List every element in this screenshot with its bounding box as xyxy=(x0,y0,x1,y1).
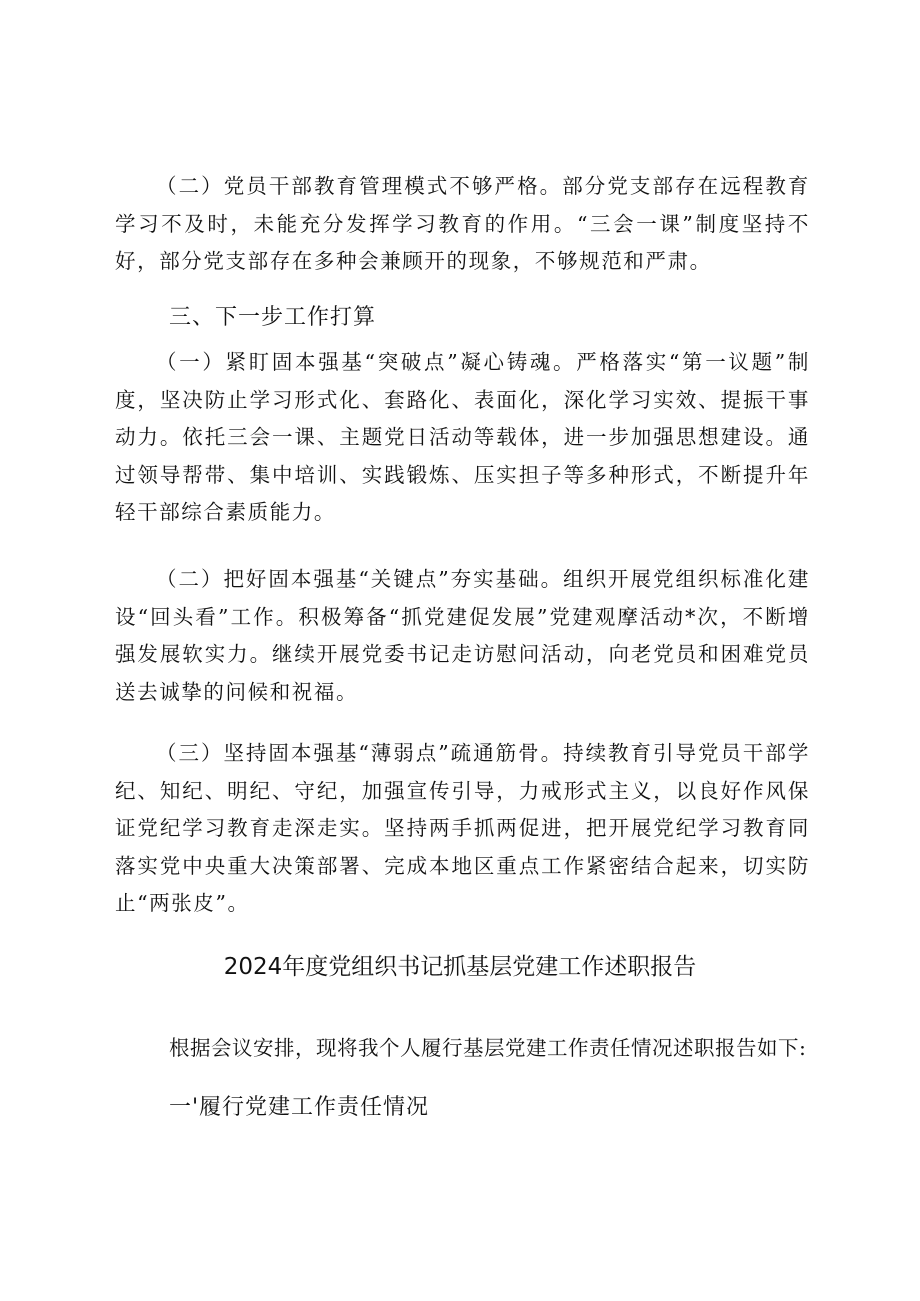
paragraph-weak-point: （三）坚持固本强基“薄弱点”疏通筋骨。持续教育引导党员干部学纪、知纪、明纪、守纪，加强宣传引导，力戒形式主义，以良好作风保证党纪学习教育走深走实。坚持两手抓两促进，把开展党纪学习教育同落实党中央重大决策部署、完成本地区重点工作紧密结合起来，切实防止“两张皮”。 xyxy=(115,741,810,915)
paragraph-breakthrough-point: （一）紧盯固本强基“突破点”凝心铸魂。严格落实“第一议题”制度，坚决防止学习形式化、套路化、表面化，深化学习实效、提振干事动力。依托三会一课、主题党日活动等载体，进一步加强思想建设。通过领导帮带、集中培训、实践锻炼、压实担子等多种形式，不断提升年轻干部综合素质能力。 xyxy=(115,350,810,524)
intro-line: 根据会议安排，现将我个人履行基层党建工作责任情况述职报告如下: xyxy=(169,1036,807,1060)
paragraph-key-point: （二）把好固本强基“关键点”夯实基础。组织开展党组织标准化建设“回头看”工作。积极筹备“抓党建促发展”党建观摩活动*次，不断增强发展软实力。继续开展党委书记走访慰问活动，向老党员和困难党员送去诚挚的问候和祝福。 xyxy=(115,567,810,704)
report-title: 2024年度党组织书记抓基层党建工作述职报告 xyxy=(223,954,697,980)
section-heading-next-steps: 三、下一步工作打算 xyxy=(169,305,377,330)
section-heading-responsibility: 一'履行党建工作责任情况 xyxy=(169,1095,430,1120)
paragraph-education-management: （二）党员干部教育管理模式不够严格。部分党支部存在远程教育学习不及时，未能充分发挥学习教育的作用。“三会一课”制度坚持不好，部分党支部存在多种会兼顾开的现象，不够规范和严肃。 xyxy=(115,174,810,273)
